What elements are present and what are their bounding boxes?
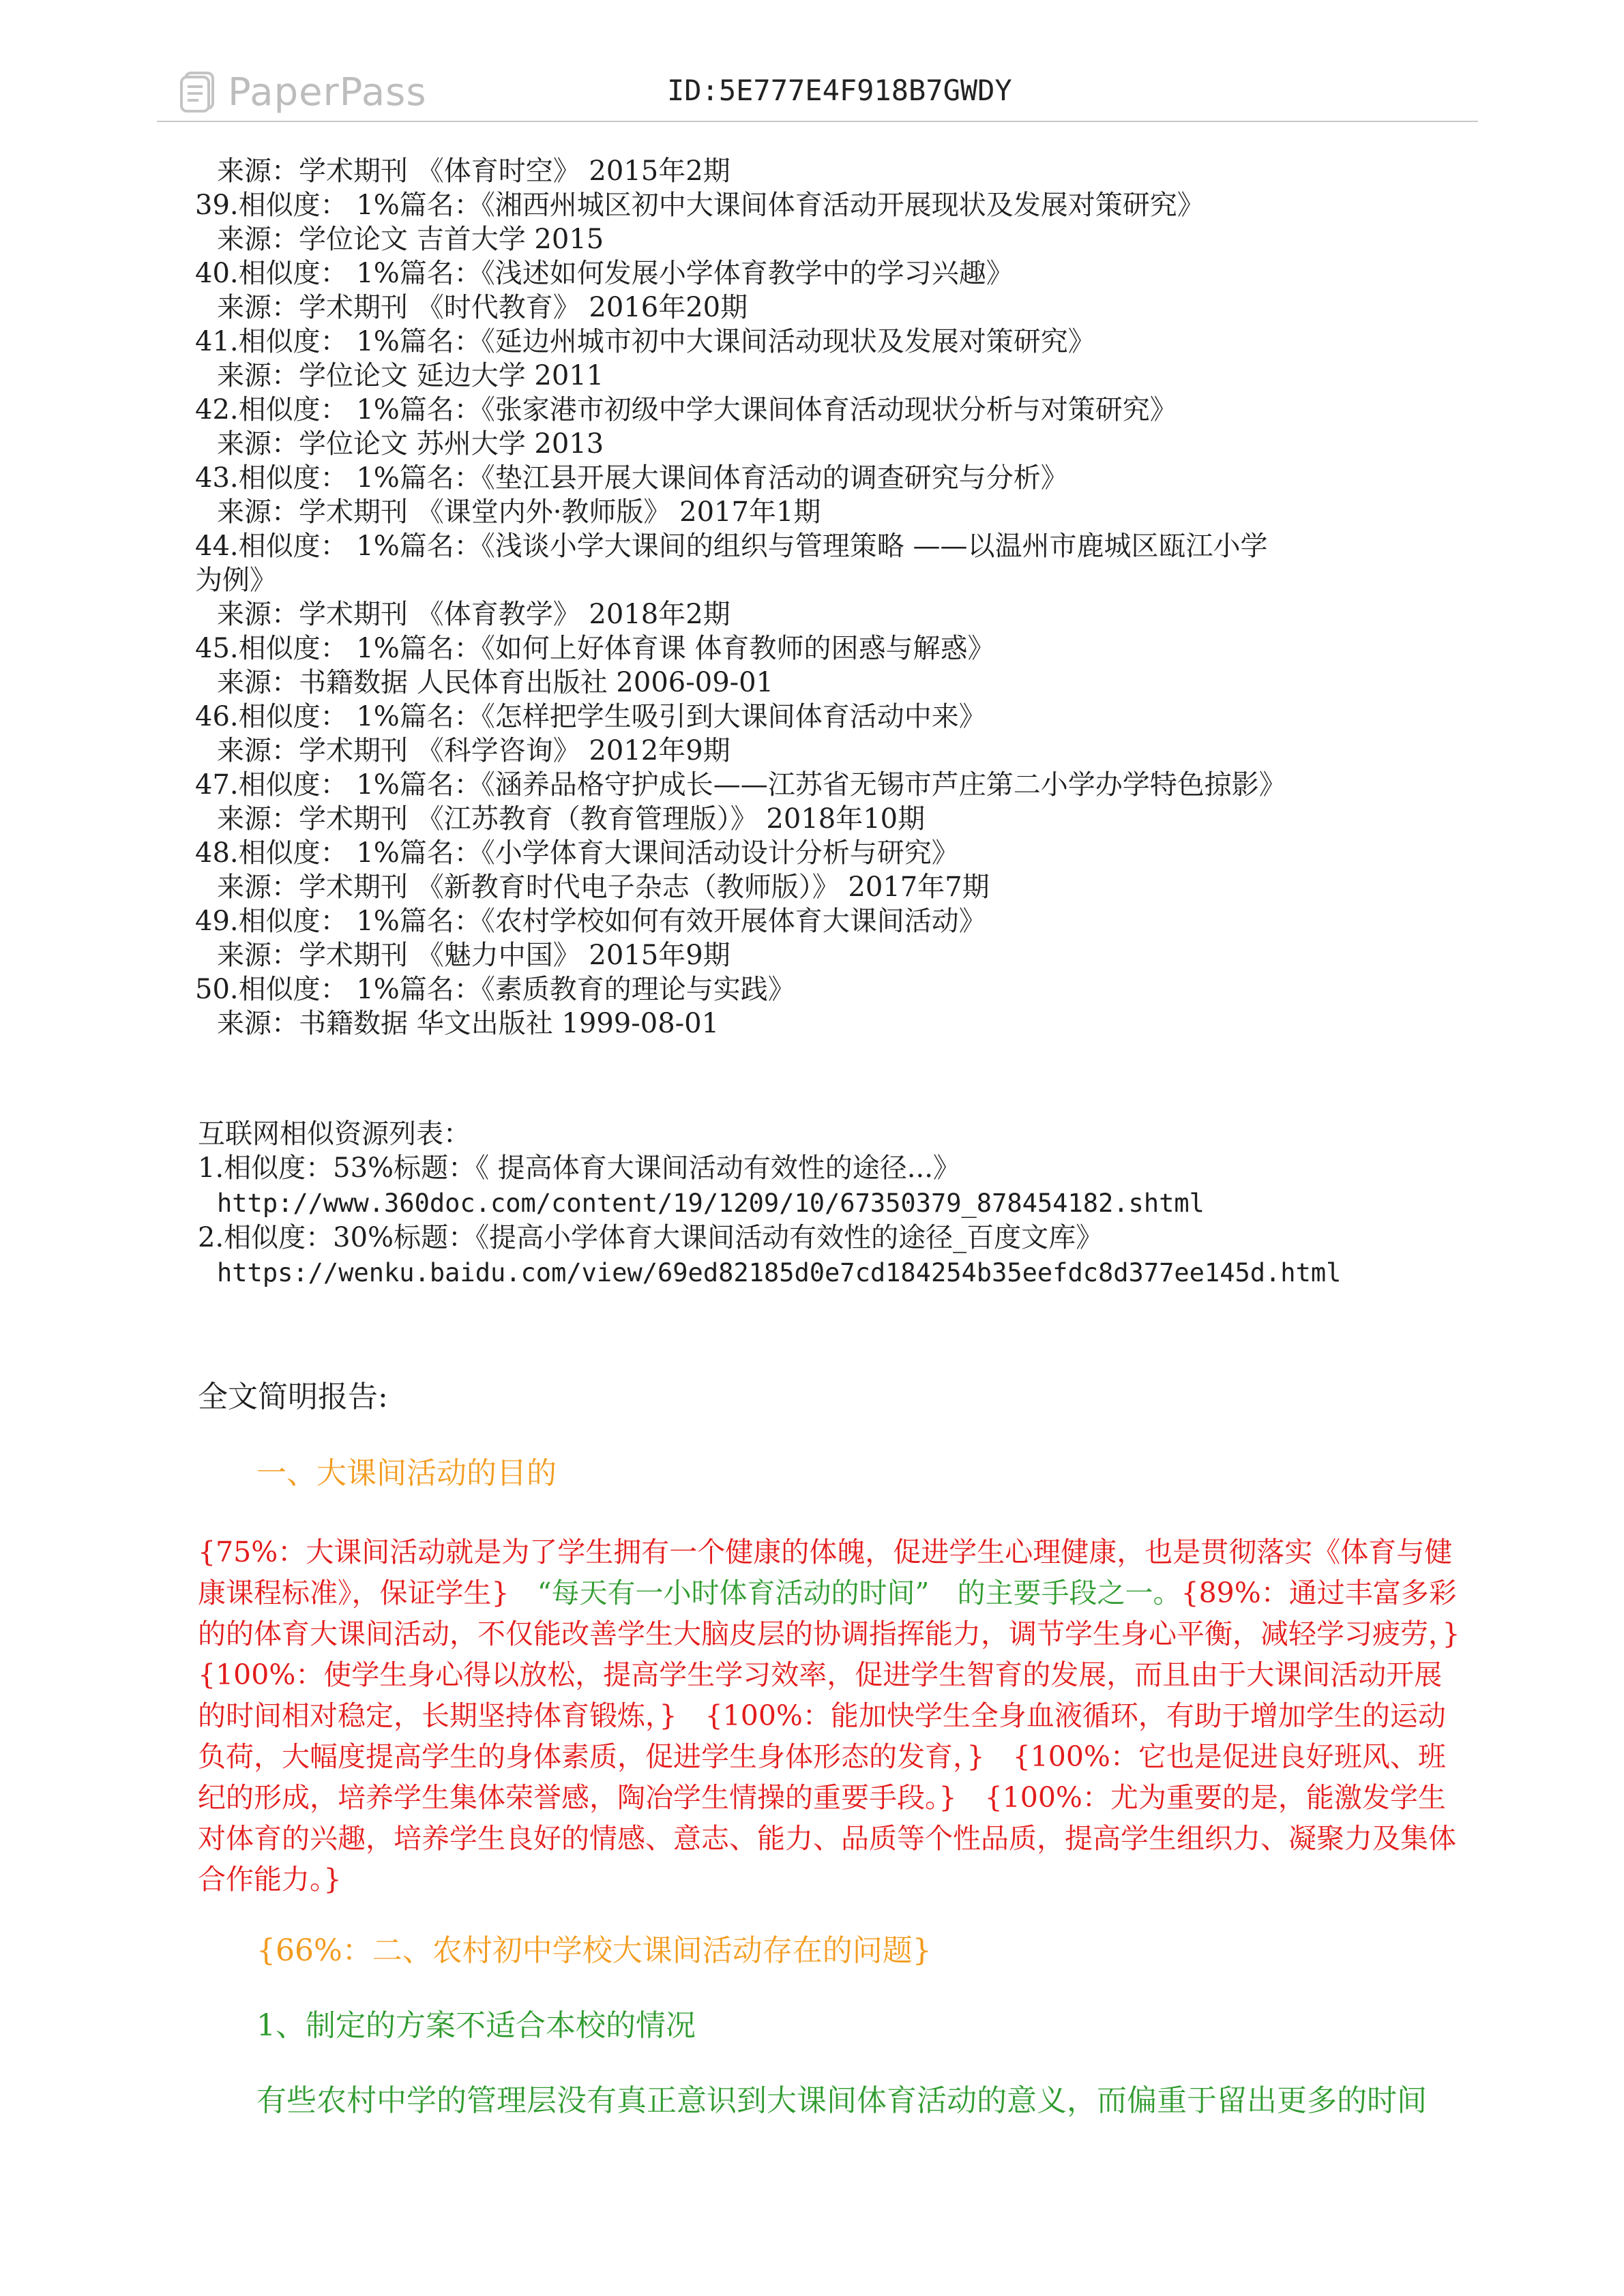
result-line: 46.相似度： 1%篇名：《怎样把学生吸引到大课间体育活动中来》 [195,701,986,732]
section-title: {66%：二、农村初中学校大课间活动存在的问题} [256,1933,932,1968]
result-line: 42.相似度： 1%篇名：《张家港市初级中学大课间体育活动现状分析与对策研究》 [195,394,1177,426]
report-paragraph [198,1532,1488,1900]
result-source: 来源：学术期刊 《魅力中国》 2015年9期 [217,940,730,971]
result-source: 来源：学术期刊 《时代教育》 2016年20期 [217,292,748,323]
result-line: 40.相似度： 1%篇名：《浅述如何发展小学体育教学中的学习兴趣》 [195,258,1014,289]
unmatched-text: “每天有一小时体育活动的时间” [537,1577,930,1609]
internet-result-url[interactable]: http://www.360doc.com/content/19/1209/10/67350379_878454182.shtml [217,1189,1205,1218]
paperpass-logo [179,68,427,116]
result-source: 来源：学位论文 延边大学 2011 [217,360,604,391]
subsection-title: 1、制定的方案不适合本校的情况 [256,2008,696,2043]
internet-result-line: 1.相似度：53%标题：《 提高体育大课间活动有效性的途径...》 [198,1152,960,1184]
result-line: 50.相似度： 1%篇名：《素质教育的理论与实践》 [195,974,795,1005]
result-source: 来源：学术期刊 《科学咨询》 2012年9期 [217,735,730,766]
unmatched-text: 的主要手段之一。 [957,1577,1181,1609]
result-source: 来源：学术期刊 《江苏教育（教育管理版）》 2018年10期 [217,803,926,835]
matched-text: {75%：大课间活动就是为了学生拥有一个健康的体魄，促进学生心理健康，也是贯彻落实《体育与健康课程标准》，保证学生} [198,1536,1453,1609]
result-line: 41.相似度： 1%篇名：《延边州城市初中大课间活动现状及发展对策研究》 [195,326,1095,357]
logo-text: PaperPass [228,70,427,115]
report-paragraph: 有些农村中学的管理层没有真正意识到大课间体育活动的意义，而偏重于留出更多的时间 [256,2083,1427,2118]
result-source: 来源：学位论文 吉首大学 2015 [217,224,604,255]
result-source: 来源：学术期刊 《课堂内外·教师版》 2017年1期 [217,496,821,528]
internet-result-url[interactable]: https://wenku.baidu.com/view/69ed82185d0e7cd184254b35eefdc8d377ee145d.html [217,1258,1342,1287]
internet-result-line: 2.相似度：30%标题：《提高小学体育大课间活动有效性的途径_百度文库》 [198,1222,1104,1253]
header-divider [157,121,1478,122]
result-line: 48.相似度： 1%篇名：《小学体育大课间活动设计分析与研究》 [195,837,959,869]
result-line: 45.相似度： 1%篇名：《如何上好体育课 体育教师的困惑与解惑》 [195,633,995,664]
report-heading: 全文简明报告: [198,1380,388,1414]
result-line-continued: 为例》 [195,565,277,596]
result-line: 47.相似度： 1%篇名：《涵养品格守护成长——江苏省无锡市芦庄第二小学办学特色掠影》 [195,769,1286,801]
result-source: 来源：学位论文 苏州大学 2013 [217,428,604,460]
section-title: 一、大课间活动的目的 [256,1456,557,1491]
result-source: 来源：学术期刊 《新教育时代电子杂志（教师版）》 2017年7期 [217,871,990,903]
result-line: 49.相似度： 1%篇名：《农村学校如何有效开展体育大课间活动》 [195,906,986,937]
matched-text: {89%：通过丰富多彩的的体育大课间活动，不仅能改善学生大脑皮层的协调指挥能力，调节学生身心平衡，减轻学习疲劳，} {100%：使学生身心得以放松，提高学生学习效率，促进学生智育的发展，而且由于大课间活动开展的时间相对稳定，长期坚持体育锻炼，} {100%：能加快学生全身血液循环，有助于增加学生的运动负荷，大幅度提高学生的身体素质，促进学生身体形态的发育，} {100%：它也是促进良好班风、班纪的形成，培养学生集体荣誉感，陶冶学生情操的重要手段。} {100%：尤为重要的是，能激发学生对体育的兴趣，培养学生良好的情感、意志、能力、品质等个性品质，提高学生组织力、凝聚力及集体合作能力。} [198,1577,1488,1896]
result-line: 43.相似度： 1%篇名：《垫江县开展大课间体育活动的调查研究与分析》 [195,462,1068,494]
result-source: 来源：学术期刊 《体育教学》 2018年2期 [217,599,730,630]
document-id: ID:5E777E4F918B7GWDY [667,74,1012,107]
result-line: 44.相似度： 1%篇名：《浅谈小学大课间的组织与管理策略 ——以温州市鹿城区瓯江小学 [195,531,1268,562]
result-source: 来源：书籍数据 人民体育出版社 2006-09-01 [217,667,774,698]
document-icon [179,70,218,114]
result-line: 39.相似度： 1%篇名：《湘西州城区初中大课间体育活动开展现状及发展对策研究》 [195,190,1205,221]
result-source: 来源：学术期刊 《体育时空》 2015年2期 [217,155,730,187]
result-source: 来源：书籍数据 华文出版社 1999-08-01 [217,1008,720,1039]
internet-heading: 互联网相似资源列表： [198,1118,471,1150]
